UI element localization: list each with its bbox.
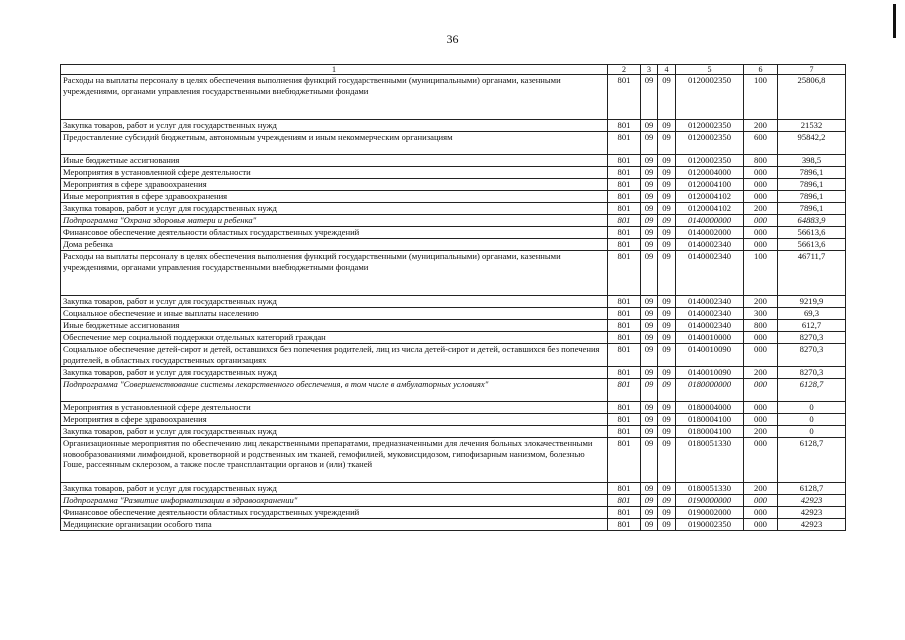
cell-expense-type: 800 (744, 155, 778, 167)
cell-amount: 7896,1 (778, 179, 846, 191)
cell-section: 09 (641, 227, 658, 239)
cell-name: Закупка товаров, работ и услуг для государственных нужд (61, 483, 608, 495)
col-header-7: 7 (778, 65, 846, 75)
cell-name: Мероприятия в сфере здравоохранения (61, 179, 608, 191)
cell-expense-type: 000 (744, 239, 778, 251)
cell-expense-type: 000 (744, 179, 778, 191)
cell-target-code: 0120002350 (676, 120, 744, 132)
cell-amount: 42923 (778, 507, 846, 519)
cell-section: 09 (641, 367, 658, 379)
cell-ministry-code: 801 (608, 296, 641, 308)
cell-expense-type: 000 (744, 215, 778, 227)
cell-amount: 46711,7 (778, 251, 846, 296)
cell-name: Организационные мероприятия по обеспечению лиц лекарственными препаратами, предназначенными для лечения больных злокачественными новообразованиями лимфоидной, кроветворной и родственных им тканей, гемофилией, муковисцидозом, гипофизарным нанизмом, болезнью Гоше, рассеянным склерозом, а также после трансплантации органов и (или) тканей (61, 438, 608, 483)
cell-subsection: 09 (658, 155, 676, 167)
cell-subsection: 09 (658, 414, 676, 426)
cell-expense-type: 300 (744, 308, 778, 320)
cell-amount: 6128,7 (778, 483, 846, 495)
table-row (61, 320, 846, 332)
cell-name: Финансовое обеспечение деятельности областных государственных учреждений (61, 507, 608, 519)
cell-target-code: 0180051330 (676, 438, 744, 483)
cell-name: Закупка товаров, работ и услуг для государственных нужд (61, 367, 608, 379)
cell-ministry-code: 801 (608, 215, 641, 227)
cell-name: Мероприятия в установленной сфере деятельности (61, 167, 608, 179)
table-row (61, 239, 846, 251)
cell-ministry-code: 801 (608, 495, 641, 507)
cell-ministry-code: 801 (608, 438, 641, 483)
cell-amount: 8270,3 (778, 344, 846, 367)
cell-subsection: 09 (658, 296, 676, 308)
cell-ministry-code: 801 (608, 367, 641, 379)
cell-ministry-code: 801 (608, 251, 641, 296)
cell-section: 09 (641, 179, 658, 191)
cell-name: Дома ребенка (61, 239, 608, 251)
cell-expense-type: 000 (744, 344, 778, 367)
cell-name: Мероприятия в установленной сфере деятельности (61, 402, 608, 414)
cell-target-code: 0140002340 (676, 239, 744, 251)
cell-section: 09 (641, 402, 658, 414)
cell-name: Закупка товаров, работ и услуг для государственных нужд (61, 426, 608, 438)
cell-expense-type: 200 (744, 367, 778, 379)
cell-section: 09 (641, 296, 658, 308)
cell-subsection: 09 (658, 438, 676, 483)
table-row (61, 251, 846, 296)
table-row (61, 203, 846, 215)
cell-target-code: 0120004000 (676, 167, 744, 179)
cell-ministry-code: 801 (608, 167, 641, 179)
cell-amount: 42923 (778, 519, 846, 531)
cell-ministry-code: 801 (608, 483, 641, 495)
cell-expense-type: 000 (744, 379, 778, 402)
cell-section: 09 (641, 75, 658, 120)
cell-expense-type: 000 (744, 332, 778, 344)
cell-section: 09 (641, 414, 658, 426)
cell-name: Подпрограмма "Развитие информатизации в здравоохранении" (61, 495, 608, 507)
cell-subsection: 09 (658, 239, 676, 251)
cell-subsection: 09 (658, 367, 676, 379)
cell-subsection: 09 (658, 308, 676, 320)
cell-amount: 0 (778, 426, 846, 438)
cell-subsection: 09 (658, 251, 676, 296)
budget-table (60, 64, 846, 531)
cell-expense-type: 000 (744, 414, 778, 426)
cell-section: 09 (641, 251, 658, 296)
cell-expense-type: 000 (744, 519, 778, 531)
table-row (61, 167, 846, 179)
cell-expense-type: 200 (744, 483, 778, 495)
cell-target-code: 0120002350 (676, 132, 744, 155)
cell-name: Закупка товаров, работ и услуг для государственных нужд (61, 120, 608, 132)
cell-amount: 398,5 (778, 155, 846, 167)
table-row (61, 495, 846, 507)
cell-name: Расходы на выплаты персоналу в целях обеспечения выполнения функций государственными (муниципальными) органами, казенными учреждениями, органами управления государственными внебюджетными фондами (61, 251, 608, 296)
table-row (61, 379, 846, 402)
cell-name: Предоставление субсидий бюджетным, автономным учреждениям и иным некоммерческим организациям (61, 132, 608, 155)
cell-subsection: 09 (658, 227, 676, 239)
cell-name: Обеспечение мер социальной поддержки отдельных категорий граждан (61, 332, 608, 344)
col-header-5: 5 (676, 65, 744, 75)
cell-subsection: 09 (658, 379, 676, 402)
cell-amount: 9219,9 (778, 296, 846, 308)
cell-target-code: 0120004102 (676, 191, 744, 203)
cell-amount: 21532 (778, 120, 846, 132)
cell-subsection: 09 (658, 320, 676, 332)
table-row (61, 367, 846, 379)
cell-target-code: 0120004102 (676, 203, 744, 215)
cell-ministry-code: 801 (608, 179, 641, 191)
cell-target-code: 0120002350 (676, 155, 744, 167)
col-header-6: 6 (744, 65, 778, 75)
cell-name: Иные бюджетные ассигнования (61, 155, 608, 167)
cell-ministry-code: 801 (608, 191, 641, 203)
cell-amount: 612,7 (778, 320, 846, 332)
table-row (61, 308, 846, 320)
cell-section: 09 (641, 191, 658, 203)
cell-expense-type: 200 (744, 120, 778, 132)
cell-subsection: 09 (658, 344, 676, 367)
cell-name: Закупка товаров, работ и услуг для государственных нужд (61, 203, 608, 215)
cell-expense-type: 200 (744, 203, 778, 215)
cell-ministry-code: 801 (608, 519, 641, 531)
table-row (61, 179, 846, 191)
cell-name: Иные бюджетные ассигнования (61, 320, 608, 332)
cell-expense-type: 200 (744, 426, 778, 438)
cell-ministry-code: 801 (608, 239, 641, 251)
cell-section: 09 (641, 438, 658, 483)
cell-amount: 25806,8 (778, 75, 846, 120)
cell-amount: 42923 (778, 495, 846, 507)
cell-amount: 6128,7 (778, 379, 846, 402)
cell-ministry-code: 801 (608, 320, 641, 332)
cell-amount: 6128,7 (778, 438, 846, 483)
cell-amount: 0 (778, 414, 846, 426)
cell-ministry-code: 801 (608, 507, 641, 519)
cell-target-code: 0120004100 (676, 179, 744, 191)
cell-subsection: 09 (658, 120, 676, 132)
cell-section: 09 (641, 308, 658, 320)
cell-expense-type: 100 (744, 251, 778, 296)
cell-target-code: 0180004000 (676, 402, 744, 414)
cell-section: 09 (641, 495, 658, 507)
cell-subsection: 09 (658, 426, 676, 438)
cell-target-code: 0140002340 (676, 308, 744, 320)
cell-name: Финансовое обеспечение деятельности областных государственных учреждений (61, 227, 608, 239)
cell-expense-type: 000 (744, 191, 778, 203)
cell-ministry-code: 801 (608, 120, 641, 132)
cell-amount: 56613,6 (778, 227, 846, 239)
cell-subsection: 09 (658, 179, 676, 191)
cell-section: 09 (641, 379, 658, 402)
cell-subsection: 09 (658, 495, 676, 507)
table-row (61, 215, 846, 227)
cell-name: Закупка товаров, работ и услуг для государственных нужд (61, 296, 608, 308)
cell-section: 09 (641, 239, 658, 251)
col-header-4: 4 (658, 65, 676, 75)
col-header-1: 1 (61, 65, 608, 75)
col-header-2: 2 (608, 65, 641, 75)
cell-amount: 7896,1 (778, 203, 846, 215)
cell-expense-type: 100 (744, 75, 778, 120)
cell-subsection: 09 (658, 132, 676, 155)
cell-target-code: 0140000000 (676, 215, 744, 227)
cell-name: Социальное обеспечение детей-сирот и детей, оставшихся без попечения родителей, лиц из числа детей-сирот и детей, оставшихся без попечения родителей, в областных государственных организациях (61, 344, 608, 367)
table-row (61, 414, 846, 426)
table-row (61, 519, 846, 531)
header-row (61, 65, 846, 75)
cell-ministry-code: 801 (608, 414, 641, 426)
cell-expense-type: 200 (744, 296, 778, 308)
cell-amount: 64883,9 (778, 215, 846, 227)
cell-target-code: 0190000000 (676, 495, 744, 507)
cell-amount: 69,3 (778, 308, 846, 320)
cell-ministry-code: 801 (608, 332, 641, 344)
cell-amount: 56613,6 (778, 239, 846, 251)
cell-name: Подпрограмма "Охрана здоровья матери и ребенка" (61, 215, 608, 227)
cell-subsection: 09 (658, 203, 676, 215)
cell-ministry-code: 801 (608, 379, 641, 402)
page-number: 36 (446, 32, 459, 46)
cell-target-code: 0140010090 (676, 344, 744, 367)
table-row (61, 332, 846, 344)
cell-ministry-code: 801 (608, 308, 641, 320)
cell-name: Мероприятия в сфере здравоохранения (61, 414, 608, 426)
cell-section: 09 (641, 155, 658, 167)
cell-amount: 8270,3 (778, 367, 846, 379)
cell-ministry-code: 801 (608, 132, 641, 155)
table-row (61, 75, 846, 120)
table-row (61, 438, 846, 483)
cell-expense-type: 000 (744, 507, 778, 519)
table-row (61, 120, 846, 132)
cell-section: 09 (641, 483, 658, 495)
cell-ministry-code: 801 (608, 155, 641, 167)
cell-name: Медицинские организации особого типа (61, 519, 608, 531)
cell-ministry-code: 801 (608, 227, 641, 239)
cell-ministry-code: 801 (608, 75, 641, 120)
cell-section: 09 (641, 320, 658, 332)
cell-section: 09 (641, 519, 658, 531)
cell-target-code: 0190002350 (676, 519, 744, 531)
cell-target-code: 0120002350 (676, 75, 744, 120)
table-row (61, 426, 846, 438)
cell-target-code: 0140010000 (676, 332, 744, 344)
table-row (61, 507, 846, 519)
cell-ministry-code: 801 (608, 402, 641, 414)
table-row (61, 227, 846, 239)
cell-section: 09 (641, 344, 658, 367)
table-row (61, 344, 846, 367)
cell-name: Подпрограмма "Совершенствование системы лекарственного обеспечения, в том числе в амбулаторных условиях" (61, 379, 608, 402)
cell-expense-type: 000 (744, 167, 778, 179)
cell-expense-type: 600 (744, 132, 778, 155)
cell-ministry-code: 801 (608, 344, 641, 367)
cell-subsection: 09 (658, 402, 676, 414)
cell-subsection: 09 (658, 507, 676, 519)
cell-amount: 0 (778, 402, 846, 414)
cell-expense-type: 000 (744, 227, 778, 239)
cell-section: 09 (641, 132, 658, 155)
table-row (61, 191, 846, 203)
cell-section: 09 (641, 167, 658, 179)
cell-target-code: 0140010090 (676, 367, 744, 379)
cell-target-code: 0140002000 (676, 227, 744, 239)
cell-expense-type: 800 (744, 320, 778, 332)
cell-name: Расходы на выплаты персоналу в целях обеспечения выполнения функций государственными (муниципальными) органами, казенными учреждениями, органами управления государственными внебюджетными фондами (61, 75, 608, 120)
cell-subsection: 09 (658, 191, 676, 203)
cell-target-code: 0180004100 (676, 414, 744, 426)
cell-subsection: 09 (658, 483, 676, 495)
cell-ministry-code: 801 (608, 426, 641, 438)
cell-section: 09 (641, 215, 658, 227)
cell-target-code: 0140002340 (676, 296, 744, 308)
cell-section: 09 (641, 120, 658, 132)
cell-ministry-code: 801 (608, 203, 641, 215)
cell-expense-type: 000 (744, 402, 778, 414)
cell-subsection: 09 (658, 75, 676, 120)
cell-section: 09 (641, 507, 658, 519)
cell-target-code: 0180004100 (676, 426, 744, 438)
cell-section: 09 (641, 426, 658, 438)
cell-amount: 8270,3 (778, 332, 846, 344)
cell-section: 09 (641, 203, 658, 215)
cell-target-code: 0190002000 (676, 507, 744, 519)
cell-target-code: 0140002340 (676, 251, 744, 296)
cell-subsection: 09 (658, 215, 676, 227)
cell-expense-type: 000 (744, 438, 778, 483)
table-row (61, 483, 846, 495)
table-row (61, 155, 846, 167)
cell-amount: 7896,1 (778, 191, 846, 203)
cell-target-code: 0140002340 (676, 320, 744, 332)
table-row (61, 296, 846, 308)
col-header-3: 3 (641, 65, 658, 75)
cell-amount: 95842,2 (778, 132, 846, 155)
cell-target-code: 0180051330 (676, 483, 744, 495)
cell-name: Социальное обеспечение и иные выплаты населению (61, 308, 608, 320)
cell-subsection: 09 (658, 167, 676, 179)
cell-subsection: 09 (658, 332, 676, 344)
cell-expense-type: 000 (744, 495, 778, 507)
cell-section: 09 (641, 332, 658, 344)
table-row (61, 132, 846, 155)
cell-target-code: 0180000000 (676, 379, 744, 402)
table-row (61, 402, 846, 414)
cell-subsection: 09 (658, 519, 676, 531)
cell-name: Иные мероприятия в сфере здравоохранения (61, 191, 608, 203)
cell-amount: 7896,1 (778, 167, 846, 179)
